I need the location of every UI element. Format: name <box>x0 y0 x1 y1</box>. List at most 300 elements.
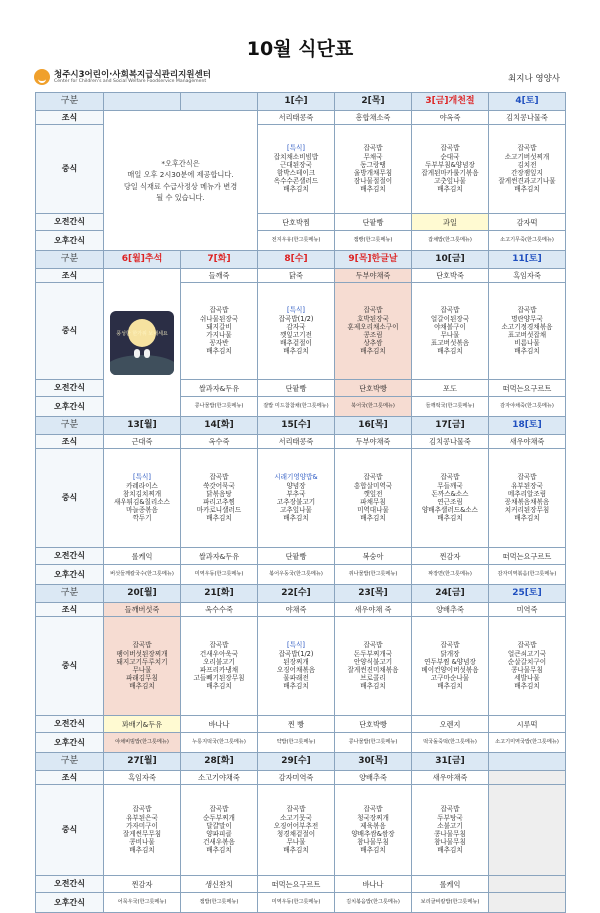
row-label-jo: 조식 <box>36 771 104 785</box>
menu-item: 두부탕국 <box>437 813 463 822</box>
day-header <box>489 753 566 771</box>
breakfast-menu: 들깨버섯죽 <box>104 603 181 617</box>
menu-item: 미역대나물 <box>357 506 389 515</box>
breakfast-menu: 서리태콩죽 <box>258 111 335 125</box>
menu-item: [특식] <box>287 144 305 153</box>
lunch-menu <box>335 449 412 548</box>
morning-snack: 떠먹는요구르트 <box>489 548 566 565</box>
afternoon-snack <box>104 565 181 585</box>
menu-item: 잡곡밥 <box>440 641 460 650</box>
breakfast-menu: 감자미역죽 <box>258 771 335 785</box>
menu-item: 잡곡밥 <box>517 306 537 315</box>
lunch-menu <box>489 617 566 716</box>
menu-item: 베이컨양이버섯볶음 <box>421 666 479 674</box>
menu-item: 파리고추찜 <box>203 498 235 506</box>
lunch-menu <box>181 283 258 380</box>
lunch-menu <box>258 785 335 876</box>
menu-item: 소고기버섯찌개 <box>504 152 550 161</box>
menu-item: 배추김치 <box>283 682 309 691</box>
week-2-row-header <box>36 251 566 269</box>
row-label-jung: 중식 <box>36 449 104 548</box>
menu-item: 표고버섯잡채 <box>507 331 547 339</box>
menu-item: 얼큰쇠고기국 <box>507 649 547 658</box>
row-label-gubun: 구분 <box>36 93 104 111</box>
afternoon-snack <box>258 231 335 251</box>
morning-snack: 쌀과자&두유 <box>181 548 258 565</box>
row-label-gubun: 구분 <box>36 585 104 603</box>
morning-snack: 시루떡 <box>489 716 566 733</box>
afternoon-snack <box>335 565 412 585</box>
menu-item: 순두부찌개 <box>203 813 235 822</box>
menu-item: 배추김치 <box>283 846 309 855</box>
menu-item: 안양식불고기 <box>353 657 393 666</box>
afternoon-snack <box>335 893 412 913</box>
menu-item: 잡곡밥 <box>209 805 229 814</box>
afternoon-snack-text: 소고기무죽(한그릇메뉴) <box>500 237 554 243</box>
menu-item: 배추김치 <box>437 682 463 691</box>
menu-item: 동그랑땡 <box>360 160 386 169</box>
day-header: 27[월] <box>104 753 181 771</box>
menu-item: 건새우아욱국 <box>199 649 239 658</box>
week-1-row-jo <box>36 111 566 125</box>
menu-item: 돈두부찌개국 <box>353 649 393 658</box>
menu-item: 명란양무국 <box>511 314 543 323</box>
menu-item: 돼지갈비 <box>206 322 232 331</box>
row-label-gubun: 구분 <box>36 417 104 435</box>
menu-item: 잡곡밥(1/2) <box>278 314 314 323</box>
afternoon-snack-text: 버섯들깨칼국수(한그릇메뉴) <box>110 571 174 577</box>
afternoon-snack <box>412 397 489 417</box>
afternoon-snack-text: 잼빵(한그릇메뉴) <box>353 237 393 243</box>
menu-item: [특식] <box>287 641 305 650</box>
menu-item: 카레라이스 <box>126 481 158 490</box>
empty-cell <box>489 785 566 876</box>
morning-snack: 단팥빵 <box>258 380 335 397</box>
menu-item: 잡곡밥 <box>440 473 460 482</box>
day-header: 17[금] <box>412 417 489 435</box>
menu-item: 소고기뭇국 <box>280 813 312 822</box>
menu-item: 잠나물절절이 <box>353 177 393 186</box>
menu-item: 깻잎전 <box>363 489 383 498</box>
menu-item: 잡곡밥 <box>363 306 383 315</box>
week-3-row-jung <box>36 449 566 548</box>
breakfast-menu: 옥수수죽 <box>181 603 258 617</box>
afternoon-snack <box>412 231 489 251</box>
row-label-am: 오전간식 <box>36 214 104 231</box>
menu-item: 무나물 <box>132 666 152 674</box>
breakfast-menu: 새우야채죽 <box>489 435 566 449</box>
lunch-menu <box>104 617 181 716</box>
menu-item: 감자국 <box>286 322 306 331</box>
menu-item: 배추김치 <box>360 846 386 855</box>
smile-logo-icon <box>34 69 50 85</box>
row-label-pm: 오후간식 <box>36 397 104 417</box>
menu-item: 배추김치 <box>283 514 309 523</box>
row-label-jung: 중식 <box>36 617 104 716</box>
menu-item: 참치김치찌개 <box>122 489 162 498</box>
day-header: 2[목] <box>335 93 412 111</box>
row-label-pm: 오후간식 <box>36 733 104 753</box>
afternoon-snack <box>489 231 566 251</box>
week-3-row-jo <box>36 435 566 449</box>
week-3-row-am <box>36 548 566 565</box>
menu-item: 잡곡밥 <box>440 306 460 315</box>
chuseok-greeting: 풍성한 한가위 보내세요 <box>116 330 168 337</box>
menu-item: 잡곡밥 <box>363 144 383 153</box>
lunch-menu <box>335 785 412 876</box>
menu-item: 옥수수콘샐러드 <box>273 177 319 186</box>
day-header: 18[토] <box>489 417 566 435</box>
lunch-menu <box>489 283 566 380</box>
afternoon-snack <box>489 733 566 753</box>
menu-item: 콩비나물 <box>129 838 155 847</box>
menu-item: 잡곡밥 <box>132 641 152 650</box>
menu-item: 브로콜리 <box>360 674 386 683</box>
afternoon-snack-text: 떡국돌죽떡(한그릇메뉴) <box>423 739 477 745</box>
empty-cell <box>489 771 566 785</box>
afternoon-snack-text: 미역우동(한그릇메뉴) <box>194 571 244 577</box>
morning-snack: 꽈배기&두유 <box>104 716 181 733</box>
morning-snack: 과일 <box>412 214 489 231</box>
menu-item: 양배추쌈&쌈장 <box>351 830 395 838</box>
morning-snack: 바나나 <box>181 716 258 733</box>
menu-item: 호박된장국 <box>357 314 389 323</box>
day-header: 6[월]추석 <box>104 251 181 269</box>
morning-snack: 롤케익 <box>104 548 181 565</box>
menu-item: 양념장 <box>286 481 306 490</box>
breakfast-menu: 야옥죽 <box>412 111 489 125</box>
menu-item: 배추김치 <box>206 347 232 356</box>
menu-item: 돈까스&소스 <box>431 489 469 498</box>
lunch-menu <box>412 785 489 876</box>
afternoon-snack <box>489 397 566 417</box>
menu-item: 고추장불고기 <box>276 498 316 506</box>
afternoon-snack <box>335 397 412 417</box>
afternoon-snack-text: 북어국(한그릇메뉴) <box>351 403 395 409</box>
lunch-menu <box>181 785 258 876</box>
week-3-row-pm <box>36 565 566 585</box>
afternoon-snack-text: 들깨떡국(한그릇메뉴) <box>425 403 475 409</box>
day-header: 29[수] <box>258 753 335 771</box>
menu-item: 건새우볶음 <box>203 838 235 847</box>
menu-item: 참나물무침 <box>434 838 466 847</box>
breakfast-menu: 근대죽 <box>104 435 181 449</box>
afternoon-snack-text: 감자야채죽(한그릇메뉴) <box>500 403 554 409</box>
breakfast-menu: 옥수죽 <box>181 435 258 449</box>
menu-item: 고추잎나물 <box>280 506 312 515</box>
breakfast-menu: 양배추죽 <box>335 771 412 785</box>
breakfast-menu: 새우야채죽 <box>412 771 489 785</box>
menu-item: 배추김치 <box>514 682 540 691</box>
menu-item: 배추김치 <box>437 347 463 356</box>
week-4-row-pm <box>36 733 566 753</box>
menu-item: 유부된장국 <box>511 481 543 490</box>
afternoon-snack-text: 김치볶음밥(한그릇메뉴) <box>346 899 400 905</box>
chuseok-image-cell <box>104 269 181 417</box>
menu-item: 잘게썬진미채볶음 <box>347 666 399 674</box>
day-header: 22[수] <box>258 585 335 603</box>
lunch-menu <box>181 617 258 716</box>
menu-item: 쉬나물된장국 <box>199 314 239 323</box>
day-header: 24[금] <box>412 585 489 603</box>
menu-item: 배추김치 <box>514 185 540 194</box>
week-5-row-jo <box>36 771 566 785</box>
menu-item: 마카로니샐러드 <box>196 506 242 515</box>
afternoon-snack-text: 볶어우동국(한그릇메뉴) <box>269 571 323 577</box>
menu-item: 오리불고기 <box>203 657 235 666</box>
day-header: 16[목] <box>335 417 412 435</box>
menu-item: 배추김치 <box>437 846 463 855</box>
breakfast-menu: 미역죽 <box>489 603 566 617</box>
menu-item: 배추김치 <box>437 514 463 523</box>
menu-item: 김치전 <box>517 160 537 169</box>
breakfast-menu: 들깨죽 <box>181 269 258 283</box>
menu-item: 순대국 <box>440 152 460 161</box>
row-label-pm: 오후간식 <box>36 231 104 251</box>
menu-item: 잡곡밥 <box>517 144 537 153</box>
morning-snack: 떠먹는요구르트 <box>258 876 335 893</box>
lunch-menu <box>412 617 489 716</box>
day-header: 31[금] <box>412 753 489 771</box>
day-header: 13[월] <box>104 417 181 435</box>
menu-item: 부추국 <box>286 489 306 498</box>
afternoon-snack <box>335 733 412 753</box>
morning-snack: 오렌지 <box>412 716 489 733</box>
menu-item: 배추김치 <box>514 347 540 356</box>
menu-item: 잡곡밥 <box>440 805 460 814</box>
row-label-jo: 조식 <box>36 603 104 617</box>
afternoon-snack <box>258 733 335 753</box>
menu-item: 배추김치 <box>129 846 155 855</box>
menu-item: 가지나물 <box>206 331 232 339</box>
org-logo <box>34 68 254 88</box>
breakfast-menu: 새우야채 죽 <box>335 603 412 617</box>
menu-item: 제육볶음 <box>360 821 386 830</box>
week-5-row-pm <box>36 893 566 913</box>
menu-item: 배추김치 <box>283 347 309 356</box>
lunch-menu <box>412 449 489 548</box>
lunch-menu <box>412 125 489 214</box>
row-label-pm: 오후간식 <box>36 565 104 585</box>
afternoon-snack-text: 잡채밥(한그릇메뉴) <box>428 237 472 243</box>
afternoon-snack-text: 쥐나물밥(한그릇메뉴) <box>348 571 398 577</box>
menu-item: 얼갈이된장국 <box>430 314 470 323</box>
week-4-row-jo <box>36 603 566 617</box>
note-line: 당일 식재료 수급사정상 메뉴가 변경 <box>123 181 238 191</box>
week-5-row-jung <box>36 785 566 876</box>
breakfast-menu: 흥합채소죽 <box>335 111 412 125</box>
breakfast-menu: 단호박죽 <box>412 269 489 283</box>
menu-item: 소불고기 <box>437 821 463 830</box>
morning-snack: 찐감자 <box>412 548 489 565</box>
lunch-menu <box>258 283 335 380</box>
morning-snack: 바나나 <box>335 876 412 893</box>
row-label-pm: 오후간식 <box>36 893 104 913</box>
afternoon-snack-text: 소고기미역국밥(한그릇메뉴) <box>495 739 559 745</box>
morning-snack: 찐 빵 <box>258 716 335 733</box>
week-4-row-am <box>36 716 566 733</box>
menu-item: 잡곡밥 <box>209 306 229 315</box>
afternoon-snack <box>412 565 489 585</box>
menu-item: 배추김치 <box>206 682 232 691</box>
menu-item: 세발나물 <box>514 674 540 683</box>
menu-item: 잡곡밥 <box>286 805 306 814</box>
note-line: 될 수 있습니다. <box>156 192 205 202</box>
menu-item: 깍두기 <box>132 514 152 523</box>
menu-item: 메추리알조림 <box>507 489 547 498</box>
menu-item: 순살갈치구이 <box>507 657 547 666</box>
morning-snack: 복숭아 <box>335 548 412 565</box>
org-name-english: Center for Children's and Social Welfare Foodservice Management <box>54 79 207 84</box>
menu-item: 흥합살미역국 <box>353 481 393 490</box>
afternoon-snack <box>258 565 335 585</box>
menu-item: 고들빼기된장무침 <box>193 674 245 683</box>
morning-snack: 생신찬치 <box>181 876 258 893</box>
lunch-menu <box>258 449 335 548</box>
row-label-am: 오전간식 <box>36 548 104 565</box>
menu-item: 간장잼잎지 <box>511 169 543 177</box>
afternoon-snack-text: 콩나물밥(한그릇메뉴) <box>348 739 398 745</box>
menu-item: 배추김치 <box>360 514 386 523</box>
afternoon-snack <box>181 733 258 753</box>
menu-item: 두부부침&양념장 <box>425 160 475 169</box>
week-5-row-am <box>36 876 566 893</box>
morning-snack: 찐감자 <box>104 876 181 893</box>
menu-item: 파래김무침 <box>126 674 158 683</box>
breakfast-menu: 두부야채죽 <box>335 435 412 449</box>
breakfast-menu: 두부야채죽 <box>335 269 412 283</box>
menu-item: 배추김치 <box>360 682 386 691</box>
org-name: 청주시3어린이·사회복지급식관리지원센터 <box>54 70 211 80</box>
week-3-row-header <box>36 417 566 435</box>
lunch-menu <box>412 283 489 380</box>
afternoon-snack-text: 약밥(한그릇메뉴) <box>276 739 316 745</box>
breakfast-menu: 흑임자죽 <box>489 269 566 283</box>
day-header: 23[목] <box>335 585 412 603</box>
morning-snack: 단팥빵 <box>335 214 412 231</box>
menu-item: 파프리카냉채 <box>199 666 239 674</box>
menu-item: 가자미구이 <box>126 821 158 830</box>
menu-item: 유부된은국 <box>126 813 158 822</box>
afternoon-snack <box>258 893 335 913</box>
menu-item: 쑥갓어묵국 <box>203 481 235 490</box>
note-line: *오후간식은 <box>161 159 200 169</box>
menu-item: 잡곡밥(1/2) <box>278 649 314 658</box>
menu-item: 잡게된마카룰기볶음 <box>421 169 479 177</box>
menu-item: 팽이버섯된장찌개 <box>116 649 168 658</box>
menu-item: 소고기정경채볶음 <box>501 322 553 331</box>
menu-item: 잡곡밥 <box>363 473 383 482</box>
breakfast-menu: 흑임자죽 <box>104 771 181 785</box>
menu-item: 잡곡밥 <box>517 473 537 482</box>
day-header: 4[토] <box>489 93 566 111</box>
menu-item: 청경채겉절이 <box>276 830 316 838</box>
lunch-menu <box>335 283 412 380</box>
menu-item: 오징어채볶음 <box>276 666 316 674</box>
row-label-am: 오전간식 <box>36 716 104 733</box>
afternoon-snack-text: 잼밥(한그릇메뉴) <box>199 899 239 905</box>
afternoon-snack <box>412 893 489 913</box>
day-header: 14[화] <box>181 417 258 435</box>
menu-item: 잡곡밥 <box>440 144 460 153</box>
day-header: 25[토] <box>489 585 566 603</box>
empty-cell <box>489 893 566 913</box>
day-header: 9[목]한글날 <box>335 251 412 269</box>
menu-item: 잡곡밥 <box>517 641 537 650</box>
menu-item: 꽁자반 <box>209 339 229 348</box>
afternoon-snack-text: 콩나물밥(한그릇메뉴) <box>194 403 244 409</box>
afternoon-snack-text: 감자미역볶음(한그릇메뉴) <box>497 571 557 577</box>
morning-snack: 롤케익 <box>412 876 489 893</box>
breakfast-menu: 서리태콩죽 <box>258 435 335 449</box>
menu-item: 된장찌개 <box>283 657 309 666</box>
lunch-menu <box>335 125 412 214</box>
breakfast-menu: 김치콩나물죽 <box>489 111 566 125</box>
row-label-jung: 중식 <box>36 125 104 214</box>
day-header: 11[토] <box>489 251 566 269</box>
day-header: 15[수] <box>258 417 335 435</box>
menu-item: 돼지고기두루치기 <box>116 657 168 666</box>
menu-item: 잡곡밥 <box>209 641 229 650</box>
menu-item: 상추쌈 <box>363 339 383 348</box>
afternoon-snack-text: 짜장면(한그릇메뉴) <box>428 571 472 577</box>
morning-snack: 단호박빵 <box>335 716 412 733</box>
menu-item: 비름나물 <box>514 339 540 348</box>
menu-item: 닭볶음탕 <box>206 489 232 498</box>
menu-item: 잡곡밥 <box>363 641 383 650</box>
day-header: 20[월] <box>104 585 181 603</box>
breakfast-menu: 김치콩나물죽 <box>412 435 489 449</box>
lunch-menu <box>258 617 335 716</box>
lunch-menu <box>181 449 258 548</box>
morning-snack: 쌀과자&두유 <box>181 380 258 397</box>
menu-item: 잡곡밥 <box>132 805 152 814</box>
breakfast-menu: 닭죽 <box>258 269 335 283</box>
breakfast-menu: 야채죽 <box>258 603 335 617</box>
menu-table <box>35 92 566 913</box>
row-label-gubun: 구분 <box>36 251 104 269</box>
day-header: 30[목] <box>335 753 412 771</box>
afternoon-snack-text: 미역우동(한그릇메뉴) <box>271 899 321 905</box>
menu-item: 잡곡밥 <box>209 473 229 482</box>
menu-item: 잡치채소비빔밥 <box>273 152 319 161</box>
menu-item: 훈제오리채소구이 <box>347 322 399 331</box>
menu-item: 배추김치 <box>206 514 232 523</box>
note-line: 매일 오후 2시30분에 제공합니다. <box>127 170 234 180</box>
lunch-menu <box>489 449 566 548</box>
menu-item: 물파래전 <box>283 674 309 683</box>
menu-item: 깻잎고기전 <box>280 331 312 339</box>
menu-item: 연근조림 <box>437 498 463 506</box>
menu-item: 콩조림 <box>363 331 383 339</box>
afternoon-snack <box>104 893 181 913</box>
chuseok-moon-image <box>110 311 174 375</box>
menu-item: 시래기영양밥& <box>274 473 318 482</box>
page-title: 10월 식단표 <box>246 38 354 60</box>
afternoon-snack-text: 어묵우국(한그릇메뉴) <box>117 899 167 905</box>
breakfast-menu: 소고기야채죽 <box>181 771 258 785</box>
afternoon-snack-text: 전지우유(한그릇메뉴) <box>271 237 321 243</box>
menu-item: 무채국 <box>363 152 383 161</box>
row-label-jung: 중식 <box>36 283 104 380</box>
row-label-jung: 중식 <box>36 785 104 876</box>
breakfast-menu: 양배추죽 <box>412 603 489 617</box>
menu-item: 연두부찜 &양념장 <box>424 657 476 666</box>
menu-item: 배추겉절이 <box>280 339 312 348</box>
week-4-row-jung <box>36 617 566 716</box>
afternoon-snack-text: 잘밥 미드참참채(한그릇메뉴) <box>263 403 329 409</box>
menu-item: 잘게썬견과고기나물 <box>498 177 556 186</box>
